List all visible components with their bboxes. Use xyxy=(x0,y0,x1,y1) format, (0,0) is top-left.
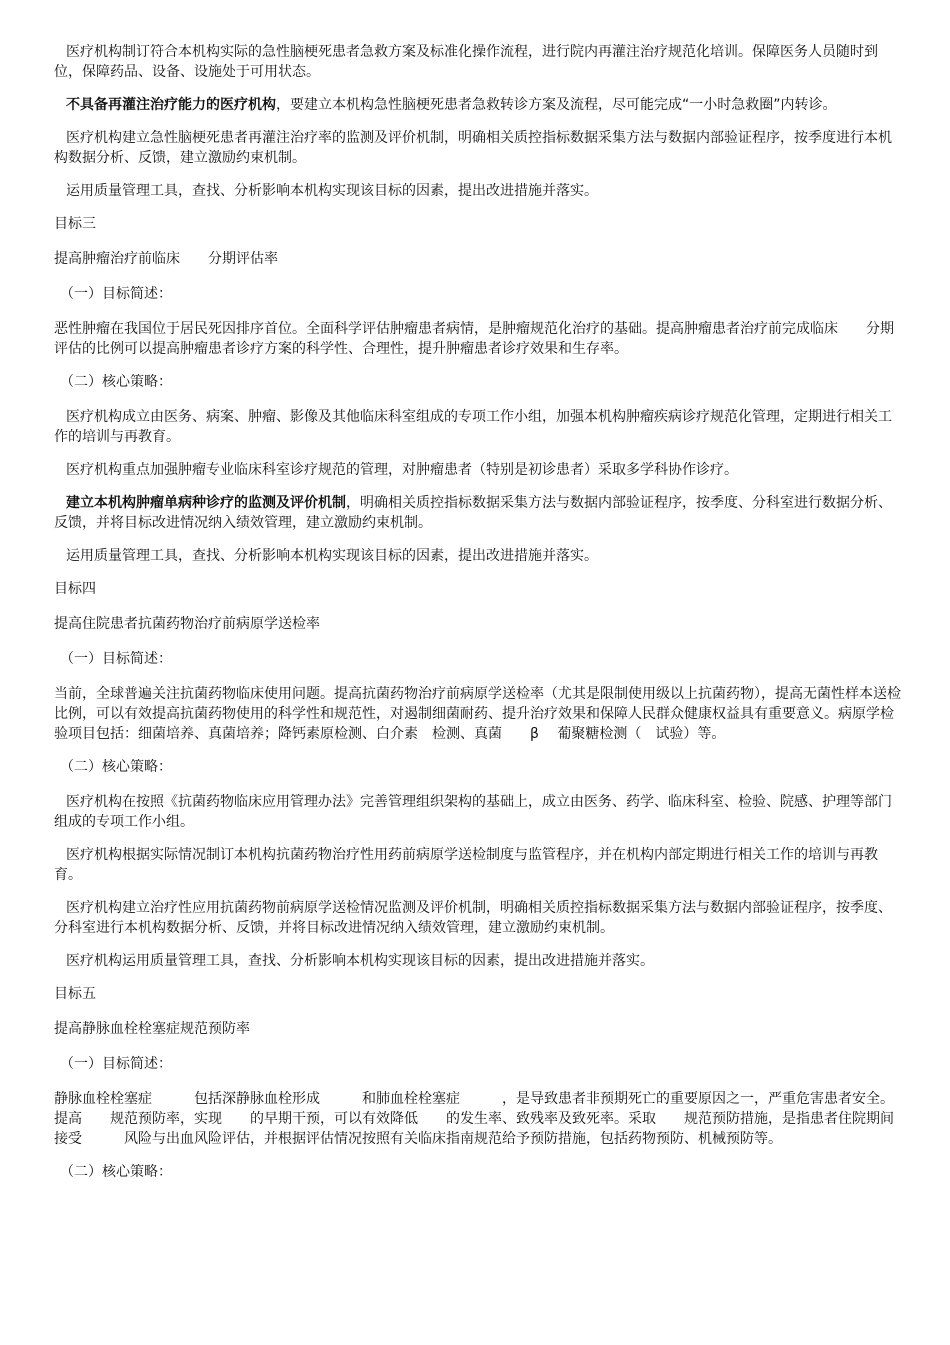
paragraph: 医疗机构根据实际情况制订本机构抗菌药物治疗性用药前病原学送检制度与监管程序，并在机构内部定期进行相关工作的培训与再教育。 xyxy=(54,847,878,883)
paragraph: 医疗机构建立急性脑梗死患者再灌注治疗率的监测及评价机制，明确相关质控指标数据采集方法与数据内部验证程序，按季度进行本机构数据分析、反馈，建立激励约束机制。 xyxy=(54,130,892,166)
paragraph: 当前，全球普遍关注抗菌药物临床使用问题。提高抗菌药物治疗前病原学送检率（尤其是限制使用级以上抗菌药物），提高无菌性样本送检比例，可以有效提高抗菌药物使用的科学性和规范性，对遏制细菌耐药、提升治疗效果和保障人民群众健康权益具有重要意义。病原学检验项目包括：细菌培养、真菌培养；降钙素原检测、白介素 检测、真菌 β 葡聚糖检测（ 试验）等。 xyxy=(54,686,901,742)
section-heading: （一）目标简述： xyxy=(60,286,172,302)
paragraph-text: ，明确相关质控指标数据采集方法与数据内部验证程序，按季度、分科室进行数据分析、反馈，并将目标改进情况纳入绩效管理，建立激励约束机制。 xyxy=(54,495,892,531)
section-heading: （二）核心策略： xyxy=(60,1164,172,1180)
paragraph: 运用质量管理工具，查找、分析影响本机构实现该目标的因素，提出改进措施并落实。 xyxy=(66,548,598,564)
goal-title: 提高静脉血栓栓塞症规范预防率 xyxy=(54,1021,250,1037)
paragraph: 医疗机构重点加强肿瘤专业临床科室诊疗规范的管理，对肿瘤患者（特别是初诊患者）采取多学科协作诊疗。 xyxy=(66,462,738,478)
section-heading: （一）目标简述： xyxy=(60,651,172,667)
paragraph: 医疗机构成立由医务、病案、肿瘤、影像及其他临床科室组成的专项工作小组，加强本机构肿瘤疾病诊疗规范化管理，定期进行相关工作的培训与再教育。 xyxy=(54,409,892,445)
paragraph: 医疗机构建立治疗性应用抗菌药物前病原学送检情况监测及评价机制，明确相关质控指标数据采集方法与数据内部验证程序，按季度、分科室进行本机构数据分析、反馈，并将目标改进情况纳入绩效管理，建立激励约束机制。 xyxy=(54,900,892,936)
section-heading: （一）目标简述： xyxy=(60,1056,172,1072)
paragraph xyxy=(54,493,904,533)
paragraph xyxy=(54,95,904,115)
paragraph-text: ，要建立本机构急性脑梗死患者急救转诊方案及流程，尽可能完成“一小时急救圈”内转诊。 xyxy=(276,97,837,113)
paragraph: 医疗机构运用质量管理工具，查找、分析影响本机构实现该目标的因素，提出改进措施并落实。 xyxy=(66,953,654,969)
paragraph: 恶性肿瘤在我国位于居民死因排序首位。全面科学评估肿瘤患者病情，是肿瘤规范化治疗的基础。提高肿瘤患者治疗前完成临床 分期评估的比例可以提高肿瘤患者诊疗方案的科学性、合理性，提升肿瘤患者诊疗效果和生存率。 xyxy=(54,321,894,357)
paragraph: 运用质量管理工具，查找、分析影响本机构实现该目标的因素，提出改进措施并落实。 xyxy=(66,183,598,199)
section-heading: （二）核心策略： xyxy=(60,374,172,390)
goal-title: 提高住院患者抗菌药物治疗前病原学送检率 xyxy=(54,616,320,632)
goal-label: 目标四 xyxy=(54,581,96,597)
paragraph: 医疗机构在按照《抗菌药物临床应用管理办法》完善管理组织架构的基础上，成立由医务、药学、临床科室、检验、院感、护理等部门组成的专项工作小组。 xyxy=(54,794,892,830)
bold-phrase: 建立本机构肿瘤单病种诊疗的监测及评价机制 xyxy=(66,495,346,511)
section-heading: （二）核心策略： xyxy=(60,759,172,775)
paragraph: 医疗机构制订符合本机构实际的急性脑梗死患者急救方案及标准化操作流程，进行院内再灌注治疗规范化培训。保障医务人员随时到位，保障药品、设备、设施处于可用状态。 xyxy=(54,44,878,80)
goal-label: 目标五 xyxy=(54,986,96,1002)
goal-title: 提高肿瘤治疗前临床 分期评估率 xyxy=(54,251,278,267)
bold-phrase: 不具备再灌注治疗能力的医疗机构 xyxy=(66,97,276,113)
paragraph: 静脉血栓栓塞症 包括深静脉血栓形成 和肺血栓栓塞症 ，是导致患者非预期死亡的重要原因之一，严重危害患者安全。提高 规范预防率，实现 的早期干预，可以有效降低 的发生率、致残率及致死率。采取 规范预防措施，是指患者住院期间接受 风险与出血风险评估，并根据评估情况按照有关临床指南规范给予预防措施，包括药物预防、机械预防等。 xyxy=(54,1091,894,1147)
goal-label: 目标三 xyxy=(54,216,96,232)
